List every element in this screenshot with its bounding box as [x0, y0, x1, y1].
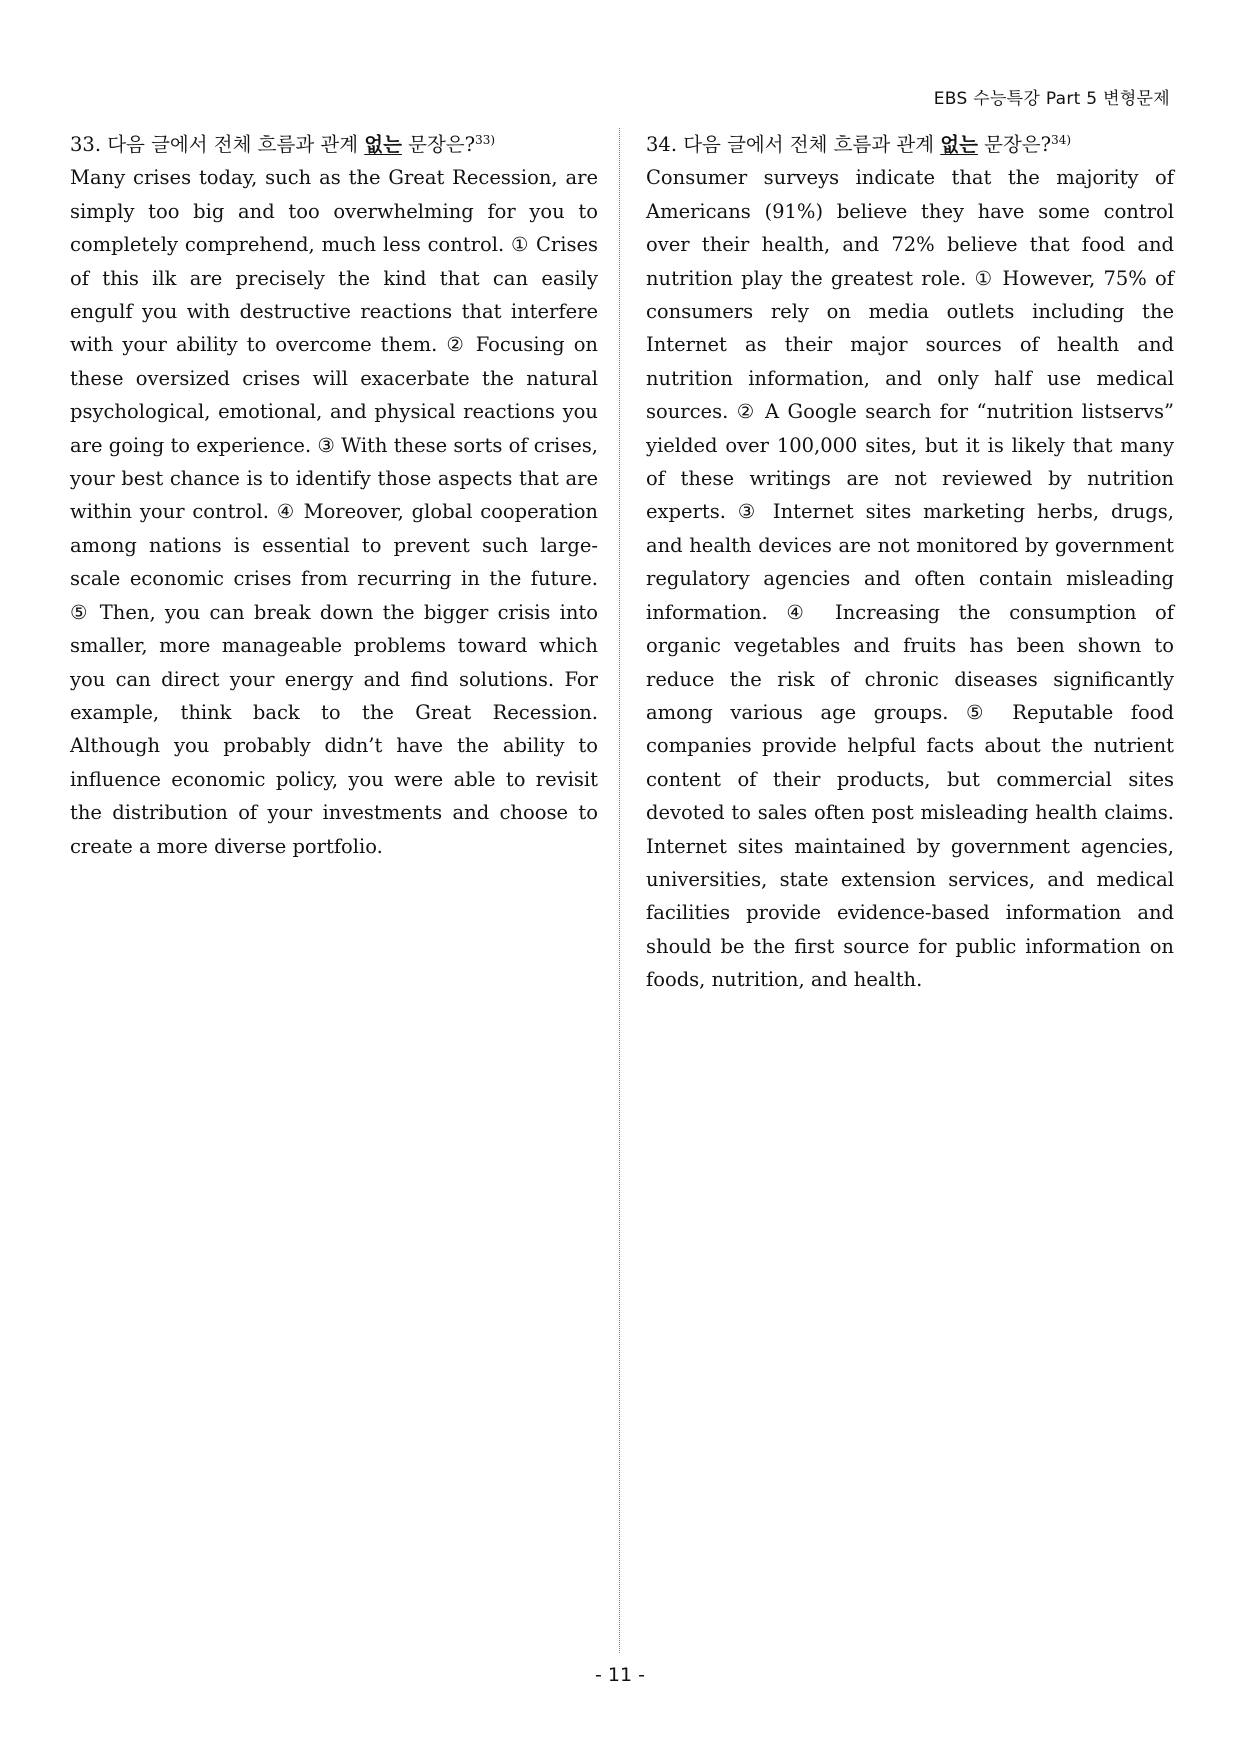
- passage: Many crises today, such as the Great Recession, are simply too big and too overwhelming for you to completely comprehend, much less control. ① Crises of this ilk are precisely the kind that can easily engulf you with destructive reactions that interfere with your ability to overcome them. ② Focusing on these oversized crises will exacerbate the natural psychological, emotional, and physical reactions you are going to experience. ③ With these sorts of crises, your best chance is to identify those aspects that are within your control. ④ Moreover, global cooperation among nations is essential to prevent such large-scale economic crises from recurring in the future. ⑤ Then, you can break down the bigger crisis into smaller, more manageable problems toward which you can direct your energy and find solutions. For example, think back to the Great Recession. Although you probably didn’t have the ability to influence economic policy, you were able to revisit the distribution of your investments and choose to create a more diverse portfolio.: [70, 166, 598, 858]
- question-title: [70, 124, 598, 161]
- title-prefix: 33. 다음 글에서 전체 흐름과 관계: [70, 133, 365, 156]
- question-33: [70, 124, 598, 863]
- page-number: - 11 -: [595, 1664, 645, 1686]
- title-suffix: 문장은?: [401, 133, 476, 156]
- passage: Consumer surveys indicate that the majority of Americans (91%) believe they have some control over their health, and 72% believe that food and nutrition play the greatest role. ① However, 75% of consumers rely on media outlets including the Internet as their major sources of health and nutrition information, and only half use medical sources. ② A Google search for “nutrition listservs” yielded over 100,000 sites, but it is likely that many of these writings are not reviewed by nutrition experts. ③ Internet sites marketing herbs, drugs, and health devices are not monitored by government regulatory agencies and often contain misleading information. ④ Increasing the consumption of organic vegetables and fruits has been shown to reduce the risk of chronic diseases significantly among various age groups. ⑤ Reputable food companies provide helpful facts about the nutrient content of their products, but commercial sites devoted to sales often post misleading health claims. Internet sites maintained by government agencies, universities, state extension services, and medical facilities provide evidence-based information and should be the first source for public information on foods, nutrition, and health.: [646, 166, 1174, 992]
- footnote-mark: 34): [1051, 133, 1072, 147]
- question-34: [646, 124, 1174, 997]
- page-header: EBS 수능특강 Part 5 변형문제: [933, 89, 1170, 109]
- title-prefix: 34. 다음 글에서 전체 흐름과 관계: [646, 133, 941, 156]
- title-suffix: 문장은?: [977, 133, 1052, 156]
- question-title: [646, 124, 1174, 161]
- footnote-mark: 33): [475, 133, 496, 147]
- title-emphasis: 없는: [940, 133, 978, 156]
- column-divider: [619, 128, 620, 1653]
- title-emphasis: 없는: [364, 133, 402, 156]
